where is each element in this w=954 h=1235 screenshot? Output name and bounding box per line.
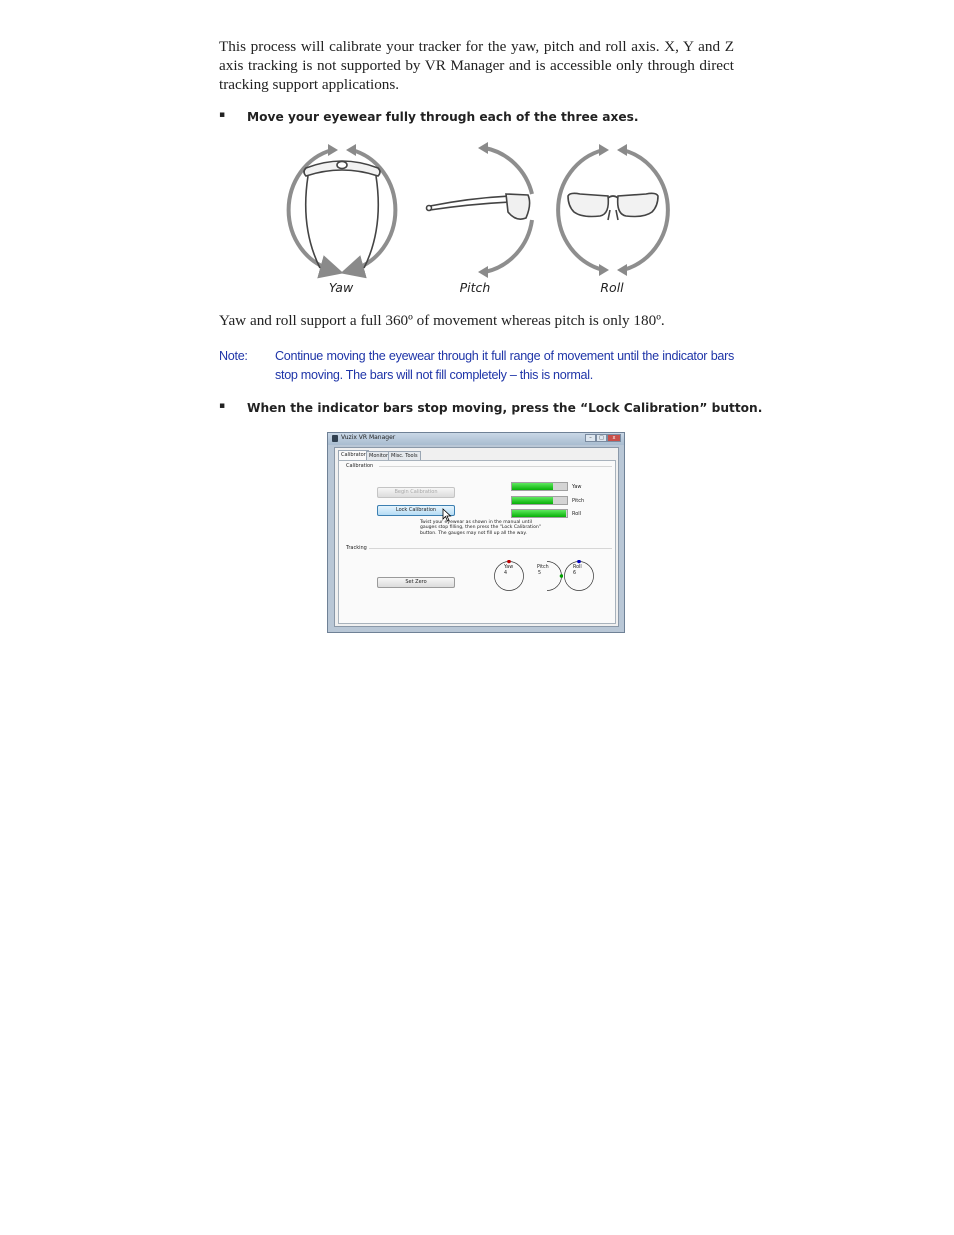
tab-monitor[interactable]: Monitor <box>366 451 391 461</box>
yaw-label: Yaw <box>328 280 354 295</box>
yaw-top-arrows <box>328 144 356 156</box>
pitch-dial-value: 5 <box>538 571 542 576</box>
intro-paragraph: This process will calibrate your tracker for the yaw, pitch and roll axis. X, Y and Z axis tracking is not supported by VR Manager and is accessible only through direct tracking support applications. <box>219 38 734 93</box>
bullet-marker: ▪ <box>219 401 226 411</box>
roll-gauge <box>511 509 568 518</box>
calibration-hint: Twist your eyewear as shown in the manual until gauges stop filling, then press the "Lock Calibration" button. The gauges may not fill up all the way. <box>420 520 541 536</box>
roll-gauge-label: Roll <box>572 511 582 517</box>
yaw-gauge <box>511 482 568 491</box>
pitch-arrowheads <box>478 142 488 278</box>
yaw-dial-label: Yaw <box>504 565 514 570</box>
pitch-gauge-fill <box>512 497 553 504</box>
eyewear-top-view-icon <box>304 161 380 268</box>
eyewear-side-view-icon <box>427 194 530 219</box>
pitch-dial-label: Pitch <box>537 565 549 570</box>
pitch-gauge-label: Pitch <box>572 498 585 504</box>
begin-calibration-button[interactable]: Begin Calibration <box>377 487 455 498</box>
maximize-button[interactable]: □ <box>596 434 607 442</box>
set-zero-button[interactable]: Set Zero <box>377 577 455 588</box>
group-divider <box>369 548 612 549</box>
yaw-dial-value: 4 <box>504 571 508 576</box>
note-label: Note: <box>219 349 248 363</box>
title-bar <box>328 433 624 445</box>
calibration-group-label: Calibration <box>346 463 374 469</box>
bullet-text: Move your eyewear fully through each of the three axes. <box>247 110 639 124</box>
pitch-label: Pitch <box>459 280 491 295</box>
bullet-text: When the indicator bars stop moving, press the “Lock Calibration” button. <box>247 401 763 415</box>
pitch-dial <box>531 560 563 592</box>
app-icon <box>332 435 338 442</box>
pitch-gauge <box>511 496 568 505</box>
yaw-gauge-label: Yaw <box>572 484 582 490</box>
yaw-dial <box>493 560 525 592</box>
bullet-marker: ▪ <box>219 110 226 120</box>
roll-gauge-fill <box>512 510 566 517</box>
minimize-button[interactable]: – <box>585 434 596 442</box>
roll-label: Roll <box>600 280 624 295</box>
tracking-group-label: Tracking <box>346 545 367 551</box>
window-title: Vuzix VR Manager <box>341 434 396 441</box>
movement-paragraph: Yaw and roll support a full 360º of movement whereas pitch is only 180º. <box>219 312 665 329</box>
tab-calibrator[interactable]: Calibrator <box>338 450 369 461</box>
lock-calibration-button[interactable]: Lock Calibration <box>377 505 455 516</box>
axes-illustration <box>270 138 690 283</box>
tab-misc-tools[interactable]: Misc. Tools <box>388 451 421 461</box>
vr-manager-window <box>327 432 625 633</box>
eyewear-front-view-icon <box>568 193 658 220</box>
calibrator-panel <box>338 460 616 624</box>
roll-dial-value: 6 <box>573 571 577 576</box>
note-text: Continue moving the eyewear through it full range of movement until the indicator bars stop moving. The bars will not fill completely – this is normal. <box>275 349 734 382</box>
yaw-gauge-fill <box>512 483 553 490</box>
group-divider <box>379 466 612 467</box>
roll-dial-label: Roll <box>573 565 582 570</box>
window-client-area <box>334 447 619 627</box>
roll-dial <box>563 560 595 592</box>
close-button[interactable]: x <box>607 434 621 442</box>
